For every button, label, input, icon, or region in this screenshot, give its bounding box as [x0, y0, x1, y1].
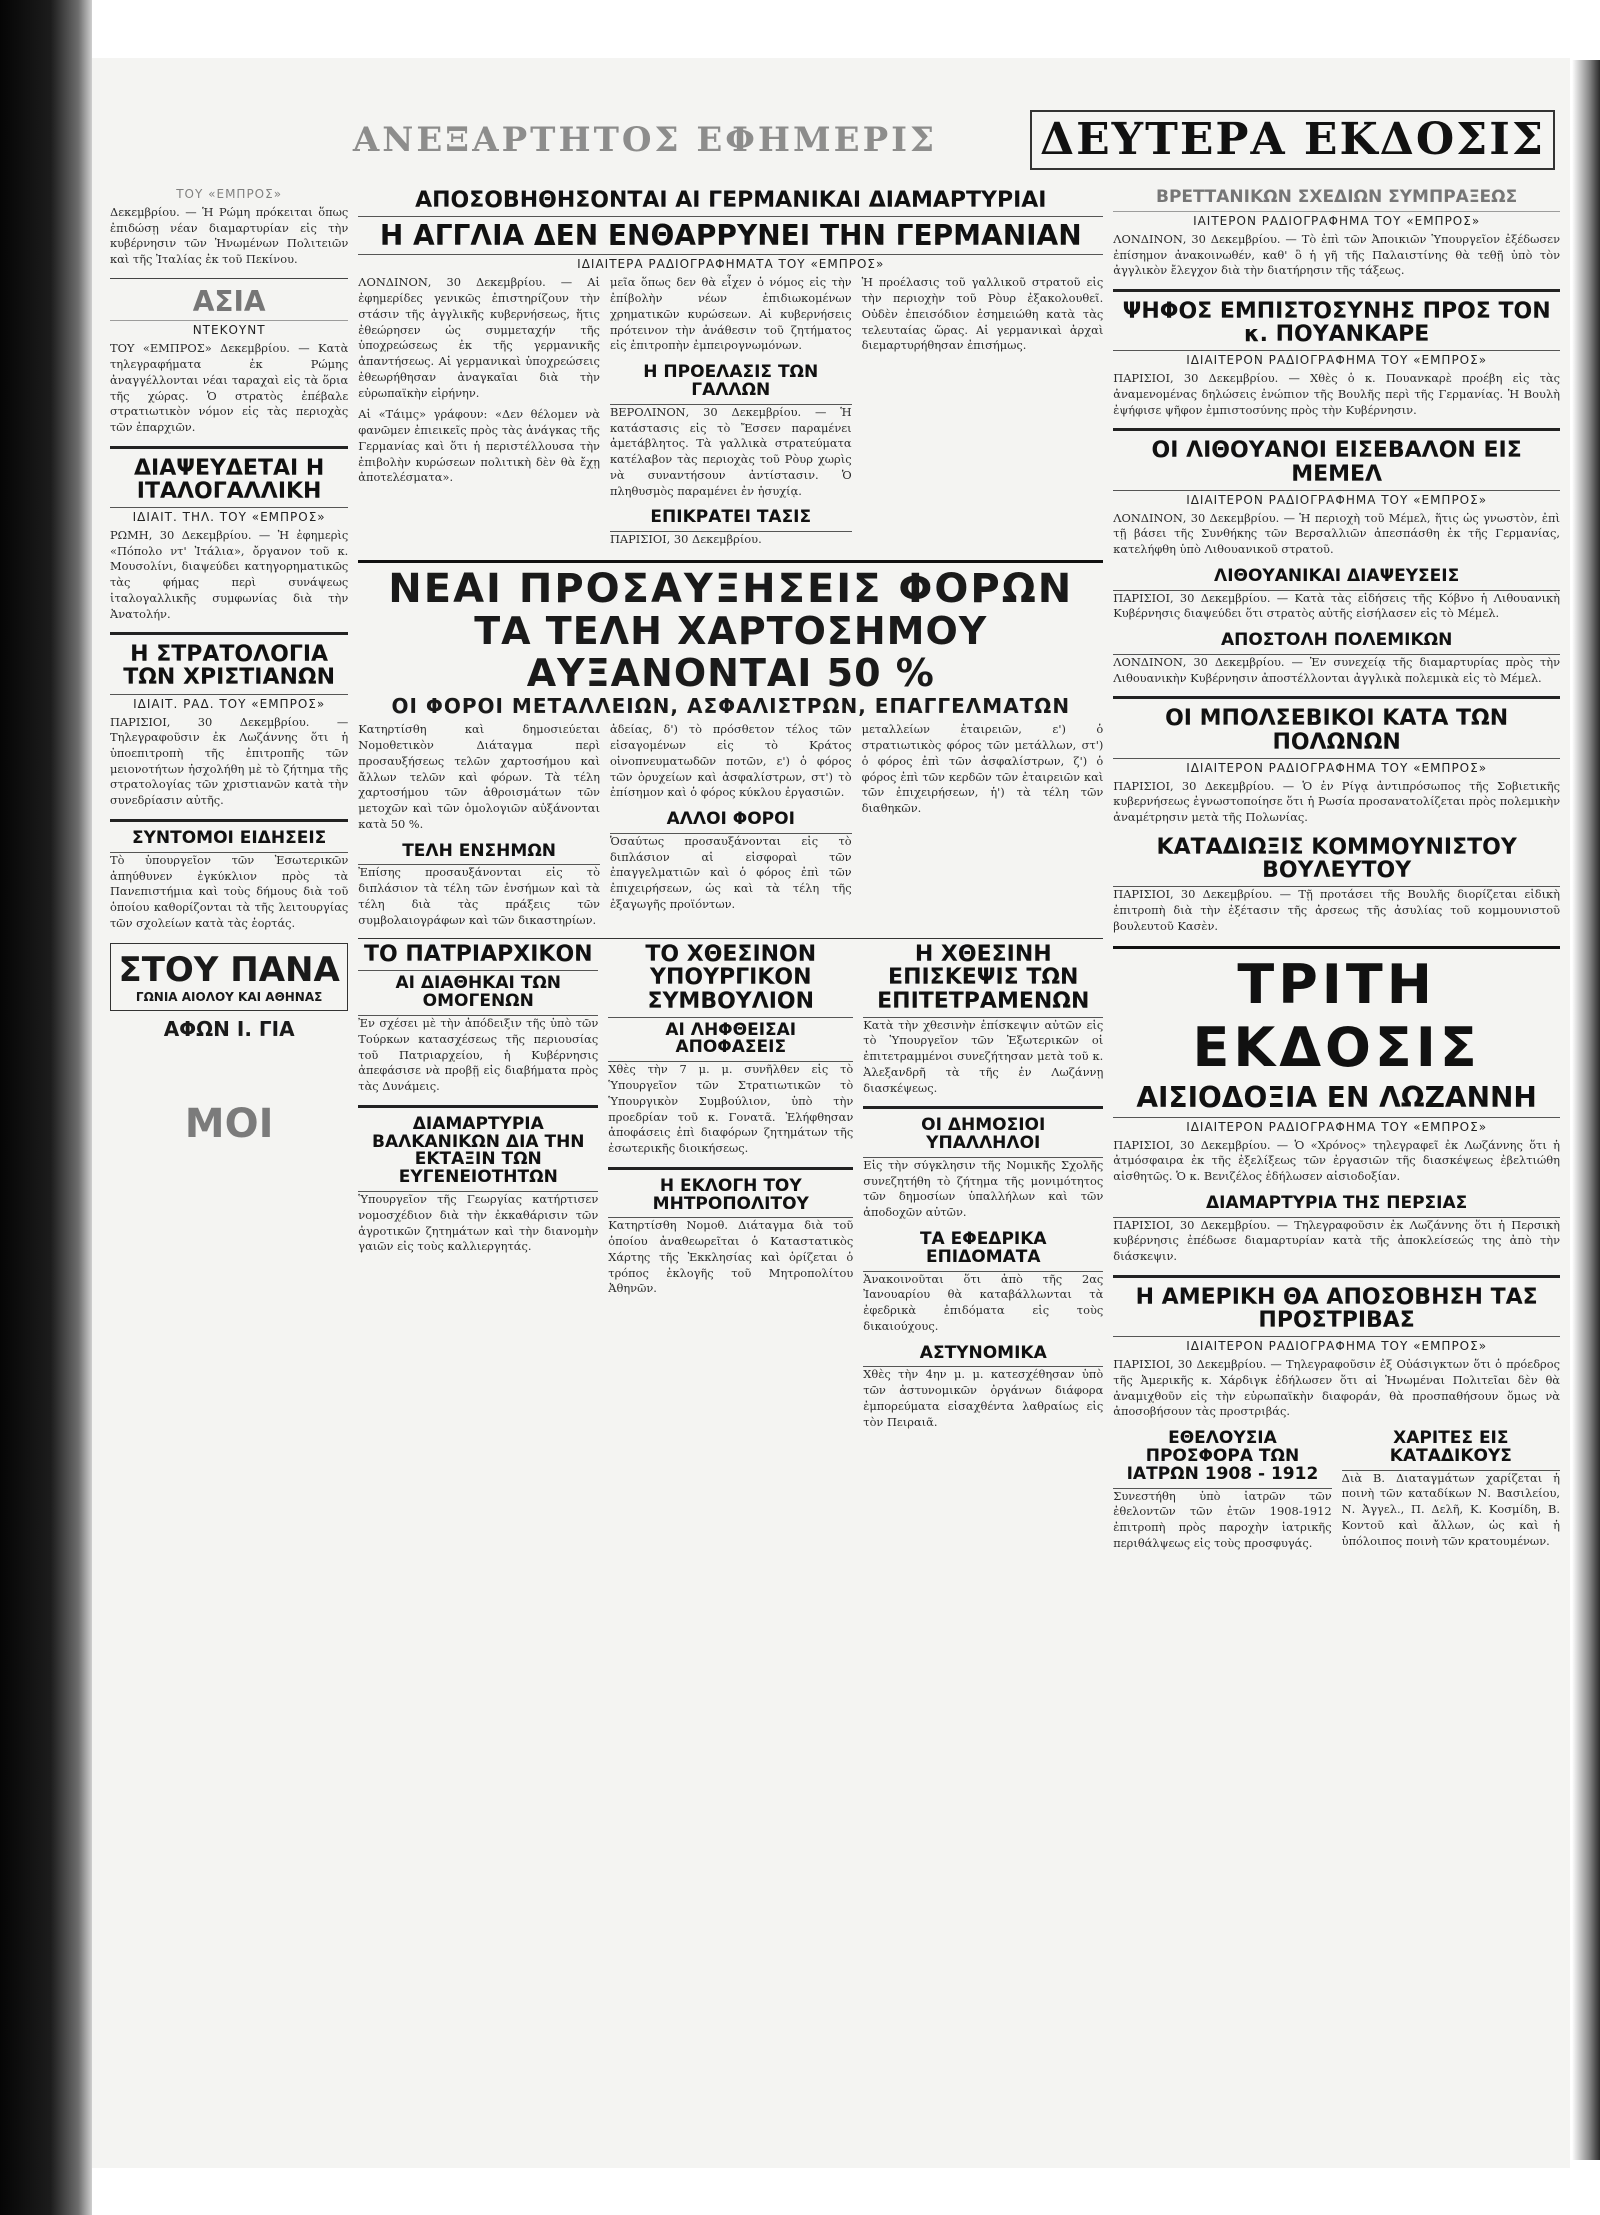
council-text: Χθὲς τὴν 7 μ. μ. συνῆλθεν εἰς τὸ Ὑπουργεῖον τῶν Στρατιωτικῶν τὸ Ὑπουργικὸν Συμβούλιον, ὑπὸ τὴν προεδρίαν τοῦ κ. Γονατᾶ. Ἐλήφθησαν ἀποφάσεις ἐπὶ διαφόρων ζητημάτων τῆς ἐσωτερικῆς διοικήσεως.: [608, 1062, 854, 1155]
taxes-columns: [358, 718, 1103, 934]
frag-right-text: ΛΟΝΔΙΝΟΝ, 30 Δεκεμβρίου. — Τὸ ἐπὶ τῶν Ἀποικιῶν Ὑπουργεῖον ἐξέδωσεν ἐπίσημον ἀνακοινωθέν, καθ' ὃ ἡ γῆ τῆς Παλαιστίνης θὰ τεθῇ ὑπὸ τὸν ἀγγλικὸν ἔλεγχον διὰ τὴν διατήρησιν τῆς τάξεως.: [1113, 231, 1560, 278]
gallic-text: ΒΕΡΟΛΙΝΟΝ, 30 Δεκεμβρίου. — Ἡ κατάστασις εἰς τὸ Ἔσσεν παραμένει ἀμετάβλητος. Τὰ γαλλικὰ στρατεύματα κατέλαβον τὰς περιοχὰς τοῦ Ρὸυρ χωρὶς νὰ συναντήσουν ἀντίστασιν. Ὁ πληθυσμὸς παραμένει ἐν ἡσυχίᾳ.: [609, 404, 852, 498]
mission-headline: ΑΠΟΣΤΟΛΗ ΠΟΛΕΜΙΚΩΝ: [1113, 628, 1560, 655]
frag-top-sub: ΤΟΥ «ΕΜΠΡΟΣ»: [176, 187, 283, 201]
divider: [110, 632, 348, 635]
divider: [110, 819, 348, 822]
italo-headline: ΔΙΑΨΕΥΔΕΤΑΙ Η ΙΤΑΛΟΓΑΛΛΙΚΗ: [110, 453, 348, 508]
lausanne-sub: ΙΔΙΑΙΤΕΡΟΝ ΡΑΔΙΟΓΡΑΦΗΜΑ ΤΟΥ «ΕΜΠΡΟΣ»: [1186, 1119, 1488, 1134]
ad-text: ΓΩΝΙΑ ΑΙΟΛΟΥ ΚΑΙ ΑΘΗΝΑΣ: [135, 990, 323, 1005]
germany-text-c: μεῖα ὅπως δεν θὰ εἶχεν ὁ νόμος εἰς τὴν ἐπίβολὴν νέων ἐπιδιωκομένων χρηματικῶν κυρώσεων. Αἱ κυβερνήσεις πρότεινον τὴν ἀνάθεσιν τοῦ ζητήματος εἰς ἐπιτροπὴν ἐμπειρογνωμόνων.: [609, 275, 852, 353]
ad-block-1: [110, 943, 348, 1011]
strat-headline: Η ΣΤΡΑΤΟΛΟΓΙΑ ΤΩΝ ΧΡΙΣΤΙΑΝΩΝ: [110, 639, 348, 694]
strat-sub: ΙΔΙΑΙΤ. ΡΑΔ. ΤΟΥ «ΕΜΠΡΟΣ»: [133, 696, 326, 711]
taxes-text-c: ἀδείας, δ') τὸ πρόσθετον τέλος τῶν εἰσαγομένων εἰς τὸ Κράτος οἰνοπνευματωδῶν ποτῶν, ε') ὁ φόρος τῶν ὀρυχείων καὶ ἀσφαλίστρων, στ') τὸ ἐπίσημον καὶ ὁ φόρος κύκλου ἐργασιῶν.: [609, 722, 852, 800]
grace-headline: ΧΑΡΙΤΕΣ ΕΙΣ ΚΑΤΑΔΙΚΟΥΣ: [1342, 1426, 1560, 1471]
right-bottom-row: [1113, 1426, 1560, 1557]
memel-headline: ΟΙ ΛΙΘΟΥΑΝΟΙ ΕΙΣΕΒΑΛΟΝ ΕΙΣ ΜΕΜΕΛ: [1113, 435, 1560, 490]
taxes-col-a: [358, 722, 600, 934]
masthead: [260, 110, 1560, 170]
ad-title-3: ΜΟΙ: [184, 1101, 274, 1148]
column-right: [1113, 185, 1560, 2145]
communist-text: ΠΑΡΙΣΙΟΙ, 30 Δεκεμβρίου. — Τῇ προτάσει τῆς Βουλῆς διορίζεται εἰδικὴ ἐπιτροπὴ διὰ τὴν ἐξέτασιν τῆς ἀρσεως τῆς ἀσυλίας τοῦ κομμουνιστοῦ βουλευτοῦ Κασὲν.: [1113, 887, 1560, 933]
memel-sub: ΙΔΙΑΙΤΕΡΟΝ ΡΑΔΙΟΓΡΑΦΗΜΑ ΤΟΥ «ΕΜΠΡΟΣ»: [1186, 492, 1488, 507]
ad-title-2: ΑΦΩΝ Ι. ΓΙΑ: [163, 1017, 295, 1042]
patri-text: Ἐν σχέσει μὲ τὴν ἀπόδειξιν τῆς ὑπὸ τῶν Τούρκων κατασχέσεως τῆς περιουσίας τοῦ Πατριαρχείου, ἡ Κυβέρνησις ἀπεφάσισε νὰ προβῇ εἰς διαβήματα πρὸς τὰς Δυνάμεις.: [358, 1016, 599, 1094]
grace-text: Διὰ Β. Διαταγμάτων χαρίζεται ἡ ποινὴ τῶν καταδίκων Ν. Βασιλείου, Ν. Ἀγγελ., Π. Δελῆ, Κ. Κοσμίδη, Β. Κοντοῦ καὶ ἄλλων, ὡς καὶ ἡ ὑπόλοιπος ποινὴ τῶν κρατουμένων.: [1341, 1470, 1560, 1548]
taxes-col-c: [862, 722, 1104, 934]
america-sub: ΙΔΙΑΙΤΕΡΟΝ ΡΑΔΙΟΓΡΑΦΗΜΑ ΤΟΥ «ΕΜΠΡΟΣ»: [1186, 1339, 1488, 1354]
edition-label: ΔΕΥΤΕΡΑ ΕΚΔΟΣΙΣ: [1030, 110, 1555, 170]
lausanne-text: ΠΑΡΙΣΙΟΙ, 30 Δεκεμβρίου. — Ὁ «Χρόνος» τηλεγραφεῖ ἐκ Λωζάννης ὅτι ἡ ἀτμόσφαιρα ἐκ τῆς ἐξελίξεως τῶν ἐργασιῶν τῆς διασκέψεως ἐβελτιώθη αἰσθητῶς. Ὁ κ. Βενιζέλος ἐδήλωσεν αἰσιοδοξίαν.: [1113, 1137, 1560, 1184]
scan-shadow-right: [1572, 60, 1600, 2160]
germany-headline-1: ΑΠΟΣΟΒΗΘΗΣΟΝΤΑΙ ΑΙ ΓΕΡΜΑΝΙΚΑΙ ΔΙΑΜΑΡΤΥΡΙΑΙ: [358, 185, 1103, 217]
divider: [110, 278, 348, 279]
ad-title: ΣΤΟΥ ΠΑΝΑ: [118, 950, 340, 991]
communist-headline: ΚΑΤΑΔΙΩΞΙΣ ΚΟΜΜΟΥΝΙΣΤΟΥ ΒΟΥΛΕΥΤΟΥ: [1113, 832, 1560, 887]
frag-right-sub: ΙΑΙΤΕΡΟΝ ΡΑΔΙΟΓΡΑΦΗΜΑ ΤΟΥ «ΕΜΠΡΟΣ»: [1193, 213, 1481, 228]
persia-text: ΠΑΡΙΣΙΟΙ, 30 Δεκεμβρίου. — Τηλεγραφοῦσιν ἐκ Λωζάννης ὅτι ἡ Περσικὴ κυβέρνησις ἐπέδωσε διαμαρτυρίαν κατὰ τῆς ἀποκλείσεώς της ἀπὸ τὴν διάσκεψιν.: [1113, 1217, 1560, 1264]
italo-text: ΡΩΜΗ, 30 Δεκεμβρίου. — Ἡ ἐφημερὶς «Πόπολο ντ' Ἰτάλια», ὄργανον τοῦ κ. Μουσολίνι, διαψεύδει κατηγορηματικῶς τὰς φήμας περὶ συνάψεως ἰταλογαλλικῆς συμφωνίας διὰ τὴν Ἀνατολήν.: [110, 527, 349, 621]
taxes-sub-b: ΑΛΛΟΙ ΦΟΡΟΙ: [610, 807, 852, 834]
tasis-text: ΠΑΡΙΣΙΟΙ, 30 Δεκεμβρίου.: [609, 532, 762, 547]
memel-sub2: ΛΙΘΟΥΑΝΙΚΑΙ ΔΙΑΨΕΥΣΕΙΣ: [1113, 564, 1560, 591]
divider: [1113, 1275, 1560, 1278]
divider: [358, 1105, 598, 1108]
ephor-text: Ἀνακοινοῦται ὅτι ἀπὸ τῆς 2ας Ἰανουαρίου θὰ καταβάλλωνται τὰ ἐφεδρικὰ ἐπιδόματα εἰς τοὺς δικαιούχους.: [863, 1271, 1104, 1333]
divider: [110, 446, 348, 449]
patri-sub: ΑΙ ΔΙΑΘΗΚΑΙ ΤΩΝ ΟΜΟΓΕΝΩΝ: [358, 971, 598, 1016]
police-headline: ΑΣΤΥΝΟΜΙΚΑ: [863, 1341, 1103, 1368]
taxes-sub-a: ΤΕΛΗ ΕΝΣΗΜΩΝ: [358, 839, 600, 866]
news-headline: ΣΥΝΤΟΜΟΙ ΕΙΔΗΣΕΙΣ: [110, 826, 348, 853]
taxes-col-b: [610, 722, 852, 934]
doctors-headline: ΕΘΕΛΟΥΣΙΑ ΠΡΟΣΦΟΡΑ ΤΩΝ ΙΑΤΡΩΝ 1908 - 1912: [1113, 1426, 1331, 1489]
taxes-text-b: Ἐπίσης προσαυξάνονται εἰς τὸ διπλάσιον τὰ τέλη τῶν ἐνσήμων καὶ τὰ τέλη διὰ τὰς πράξεις τῶν συμβολαιογράφων καὶ τῶν δικαστηρίων.: [358, 865, 600, 927]
germany-sub: ΙΔΙΑΙΤΕΡΑ ΡΑΔΙΟΓΡΑΦΗΜΑΤΑ ΤΟΥ «ΕΜΠΡΟΣ»: [577, 257, 885, 272]
taxes-text-e: μεταλλείων ἐταιρειῶν, ε') ὁ στρατιωτικὸς φόρος τῶν μετάλλων, στ') ὁ φόρος ἐπὶ τῶν ἀσφαλίστρων, ζ') ὁ φόρος ἐπὶ τῶν κερδῶν τῶν ἐταιρειῶν καὶ τῶν ἐπιχειρήσεων, ἡ') τὰ τέλη τῶν διαθηκῶν.: [861, 722, 1104, 816]
center-bottom: [358, 939, 1103, 1436]
america-text: ΠΑΡΙΣΙΟΙ, 30 Δεκεμβρίου. — Τηλεγραφοῦσιν ἐξ Οὐάσιγκτων ὅτι ὁ πρόεδρος τῆς Ἀμερικῆς κ. Χάρδιγκ ἐδήλωσεν ὅτι αἱ Ἡνωμέναι Πολιτεῖαι δὲν θὰ ἀναμιχθοῦν εἰς τὴν εὐρωπαϊκὴν διαφοράν, θὰ προσπαθήσουν ὅμως νὰ ἀποσοβήσουν τὰς προστριβάς.: [1113, 1357, 1560, 1419]
taxes-headline-3: ΟΙ ΦΟΡΟΙ ΜΕΤΑΛΛΕΙΩΝ, ΑΣΦΑΛΙΣΤΡΩΝ, ΕΠΑΓΓΕΛΜΑΤΩΝ: [391, 694, 1071, 719]
italo-sub: ΙΔΙΑΙΤ. ΤΗΛ. ΤΟΥ «ΕΜΠΡΟΣ»: [132, 509, 326, 524]
page-columns: [110, 185, 1560, 2145]
scan-shadow-left: [0, 0, 92, 2215]
taxes-headline-1: ΝΕΑΙ ΠΡΟΣΑΥΞΗΣΕΙΣ ΦΟΡΩΝ: [388, 565, 1074, 612]
germany-text-b: Αἱ «Τάιμς» γράφουν: «Δεν θέλομεν νὰ φανῶμεν ἐπιεικεῖς πρὸς τὰς ἀνάγκας τῆς Γερμανίας καὶ ὅτι ἡ περιστέλλουσα τὴν ἐπιβολὴν κυρώσεων πολιτικὴ δὲν θὰ ἔχῃ ἀποτελέσματα».: [358, 407, 600, 485]
ephor-headline: ΤΑ ΕΦΕΔΡΙΚΑ ΕΠΙΔΟΜΑΤΑ: [863, 1227, 1103, 1272]
memel-text: ΛΟΝΔΙΝΟΝ, 30 Δεκεμβρίου. — Ἡ περιοχὴ τοῦ Μέμελ, ἥτις ὡς γνωστὸν, ἐπὶ τῇ βάσει τῆς Συνθήκης τῶν Βερσαλλιῶν ἀπεσπάσθη ἐκ τῆς Γερμανίας, κατελήφθη ὑπὸ Λιθουανικοῦ στρατοῦ.: [1113, 510, 1560, 557]
strat-text: ΠΑΡΙΣΙΟΙ, 30 Δεκεμβρίου. — Τηλεγραφοῦσιν ἐκ Λωζάννης ὅτι ἡ ὑποεπιτροπὴ τῆς ἐπιτροπῆς τῶν μειονοτήτων ἠσχολήθη μὲ τὸ ζήτημα τῆς στρατολογίας τῶν χριστιανῶν κατὰ τὴν συνεδρίασιν αὐτῆς.: [110, 714, 349, 808]
grace-block: [1342, 1426, 1560, 1557]
frag-right-headline: ΒΡΕΤΤΑΝΙΚΩΝ ΣΧΕΔΙΩΝ ΣΥΜΠΡΑΞΕΩΣ: [1113, 185, 1560, 212]
center-top: [358, 185, 1103, 554]
germany-col-c: [862, 275, 1104, 553]
doctors-text: Συνεστήθη ὑπὸ ἰατρῶν τῶν ἐθελοντῶν τῶν ἐτῶν 1908-1912 ἐπιτροπὴ πρὸς παροχὴν ἰατρικῆς περιθάλψεως εἰς τοὺς προσφυγάς.: [1113, 1488, 1332, 1550]
police-text: Χθὲς τὴν 4ην μ. μ. κατεσχέθησαν ὑπὸ τῶν ἀστυνομικῶν ὀργάνων διάφορα ἐμπορεύματα εἰσαχθέντα λαθραίως εἰς τὸν Πειραιᾶ.: [863, 1367, 1104, 1429]
news-text: Τὸ ὑπουργεῖον τῶν Ἐσωτερικῶν ἀπηύθυνεν ἐγκύκλιον πρὸς τὰ Πανεπιστήμια καὶ τοὺς δήμους διὰ τοῦ ὁποίου καθορίζονται τὰ τῆς λειτουργίας τῶν σχολείων κατὰ τὰς ἑορτάς.: [110, 852, 349, 930]
bolshevik-sub: ΙΔΙΑΙΤΕΡΟΝ ΡΑΔΙΟΓΡΑΦΗΜΑ ΤΟΥ «ΕΜΠΡΟΣ»: [1186, 760, 1488, 775]
germany-story: [358, 185, 1103, 554]
germany-text-e: Ἡ προέλασις τοῦ γαλλικοῦ στρατοῦ εἰς τὴν περιοχὴν τοῦ Ρὸυρ ἐξακολουθεῖ. Οὐδὲν ἐπεισόδιον ἐσημειώθη κατὰ τὰς τελευταίας ὥρας. Αἱ γερμανικαὶ ἀρχαὶ διεμαρτυρήθησαν ἐπισήμως.: [861, 275, 1104, 353]
asia-sub: ΝΤΕΚΟΥΝΤ: [192, 323, 266, 338]
third-edition-label: ΤΡΙΤΗ ΕΚΔΟΣΙΣ: [1113, 946, 1560, 1079]
patriarch-column: [358, 939, 598, 1436]
radio-text: Ὑπουργεῖον τῆς Γεωργίας κατήρτισεν νομοσχέδιον διὰ τὴν ἐκκαθάρισιν τῶν ἀγροτικῶν ζητημάτων καὶ τὴν διανομὴν γαιῶν εἰς τοὺς καλλιεργητάς.: [358, 1192, 599, 1254]
metropol-headline: Η ΕΚΛΟΓΗ ΤΟΥ ΜΗΤΡΟΠΟΛΙΤΟΥ: [608, 1174, 853, 1219]
bolshevik-headline: ΟΙ ΜΠΟΛΣΕΒΙΚΟΙ ΚΑΤΑ ΤΩΝ ΠΟΛΩΝΩΝ: [1113, 703, 1560, 758]
taxes-text-d: Ὁσαύτως προσαυξάνονται εἰς τὸ διπλάσιον αἱ εἰσφοραὶ τῶν ἐπαγγελματιῶν καὶ ὁ φόρος ἐπὶ τῶν ἐπιχειρήσεων, ὡς καὶ τὰ τέλη τῆς ἐξαγωγῆς προϊόντων.: [609, 833, 852, 911]
patri-headline: ΤΟ ΠΑΤΡΙΑΡΧΙΚΟΝ: [358, 939, 598, 971]
divider: [863, 1106, 1103, 1109]
memel-text2: ΠΑΡΙΣΙΟΙ, 30 Δεκεμβρίου. — Κατὰ τὰς εἰδήσεις τῆς Κόβνο ἡ Λιθουανικὴ Κυβέρνησις διαψεύδει ὅτι στρατὸς αὐτῆς εἰσήλασεν εἰς τὸ Μέμελ.: [1113, 590, 1560, 621]
column-center: [358, 185, 1103, 2145]
taxes-headline-2: ΤΑ ΤΕΛΗ ΧΑΡΤΟΣΗΜΟΥ ΑΥΞΑΝΟΝΤΑΙ 50 %: [474, 608, 988, 695]
germany-columns: [358, 275, 1103, 553]
taxes-text-a: Κατηρτίσθη καὶ δημοσιεύεται Νομοθετικὸν Διάταγμα περὶ προσαυξήσεως τελῶν χαρτοσήμου καὶ ἄλλων τελῶν καὶ φόρων. Τὰ τέλη χαρτοσήμου τῶν ἀθροισμάτων τῶν μετοχῶν καὶ τῶν ὁμολογιῶν αὐξάνονται κατὰ 50 %.: [358, 722, 600, 831]
divider: [608, 1167, 853, 1170]
column-left: [110, 185, 348, 2145]
asia-text: ΤΟΥ «ΕΜΠΡΟΣ» Δεκεμβρίου. — Κατὰ τηλεγραφήματα ἐκ Ρώμης ἀναγγέλλονται νέαι ταραχαὶ εἰς τὰ ὅρια τῆς χώρας. Ὁ στρατὸς ἐπέβαλε στρατιωτικὸν νόμον εἰς τὰς περιοχὰς τῶν ἐπαρχιῶν.: [110, 341, 349, 434]
radio-headline: ΔΙΑΜΑΡΤΥΡΙΑ ΒΑΛΚΑΝΙΚΩΝ ΔΙΑ ΤΗΝ ΕΚΤΑΞΙΝ ΤΩΝ ΕΥΓΕΝΕΙΟΤΗΤΩΝ: [358, 1112, 598, 1192]
taxes-story: [358, 560, 1103, 940]
public-text: Εἰς τὴν σύγκλησιν τῆς Νομικῆς Σχολῆς συνεζητήθη τὸ ζήτημα τῆς μονιμότητος τῶν δημοσίων ὑπαλλήλων καὶ τῶν ἀποδοχῶν αὐτῶν.: [863, 1157, 1104, 1220]
germany-col-b: [610, 275, 852, 553]
asia-headline: ΑΣΙΑ: [110, 283, 348, 321]
america-headline: Η ΑΜΕΡΙΚΗ ΘΑ ΑΠΟΣΟΒΗΣΗ ΤΑΣ ΠΡΟΣΤΡΙΒΑΣ: [1113, 1282, 1560, 1337]
envoys-column: [863, 939, 1103, 1436]
divider: [1113, 696, 1560, 699]
envoys-text: Κατὰ τὴν χθεσινὴν ἐπίσκεψιν αὐτῶν εἰς τὸ Ὑπουργεῖον τῶν Ἐξωτερικῶν οἱ ἐπιτετραμμένοι συνεζήτησαν μετὰ τοῦ κ. Ἀλεξανδρῆ τὰ τῆς ἐν Λωζάννῃ διασκέψεως.: [863, 1017, 1104, 1095]
frag-top-text: Δεκεμβρίου. — Ἡ Ρώμη πρόκειται ὅπως ἐπιδώσῃ νέαν διαμαρτυρίαν εἰς τὴν κυβέρνησιν τῶν Ἡνωμένων Πολιτειῶν καὶ τῆς Ἰταλίας ἐκ τοῦ Πεκίνου.: [110, 205, 349, 267]
council-sub: ΑΙ ΛΗΦΘΕΙΣΑΙ ΑΠΟΦΑΣΕΙΣ: [608, 1018, 853, 1063]
envoys-headline: Η ΧΘΕΣΙΝΗ ΕΠΙΣΚΕΨΙΣ ΤΩΝ ΕΠΙΤΕΤΡΑΜΕΝΩΝ: [863, 939, 1103, 1017]
germany-headline-2: Η ΑΓΓΛΙΑ ΔΕΝ ΕΝΘΑΡΡΥΝΕΙ ΤΗΝ ΓΕΡΜΑΝΙΑΝ: [358, 217, 1103, 255]
germany-col-a: [358, 275, 600, 553]
divider: [1113, 428, 1560, 431]
council-column: [608, 939, 853, 1436]
bolshevik-text: ΠΑΡΙΣΙΟΙ, 30 Δεκεμβρίου. — Ὁ ἐν Ρίγᾳ ἀντιπρόσωπος τῆς Σοβιετικῆς κυβερνήσεως ἐγνωστοποίησε ὅτι ἡ Ρωσία προσανατολίζεται πρὸς πολεμικὴν ἀναμέτρησιν μετὰ τῆς Πολωνίας.: [1113, 778, 1560, 825]
persia-headline: ΔΙΑΜΑΡΤΥΡΙΑ ΤΗΣ ΠΕΡΣΙΑΣ: [1113, 1191, 1560, 1218]
tasis-headline: ΕΠΙΚΡΑΤΕΙ ΤΑΣΙΣ: [610, 505, 852, 532]
germany-text-a: ΛΟΝΔΙΝΟΝ, 30 Δεκεμβρίου. — Αἱ ἐφημερίδες γενικῶς ἐπιστηρίζουν τὴν στάσιν τῆς ἀγγλικῆς κυβερνήσεως, ἥτις ἐθεώρησεν ὡς συμμεταχήν τῆς ὑποχρεώσεως ἐκ τῆς γερμανικῆς ἀπαντήσεως. Αἱ γερμανικαὶ ὑποχρεώσεις ἐθεωρήθησαν ἀναγκαῖαι διὰ τὴν εὐρωπαϊκὴν εἰρήνην.: [358, 275, 600, 400]
gallic-headline: Η ΠΡΟΕΛΑΣΙΣ ΤΩΝ ΓΑΛΛΩΝ: [610, 360, 852, 405]
poincare-headline: ΨΗΦΟΣ ΕΜΠΙΣΤΟΣΥΝΗΣ ΠΡΟΣ ΤΟΝ κ. ΠΟΥΑΝΚΑΡΕ: [1113, 296, 1560, 351]
masthead-title: ΑΝΕΞΑΡΤΗΤΟΣ ΕΦΗΜΕΡΙΣ: [352, 120, 938, 160]
divider: [1113, 289, 1560, 292]
council-headline: ΤΟ ΧΘΕΣΙΝΟΝ ΥΠΟΥΡΓΙΚΟΝ ΣΥΜΒΟΥΛΙΟΝ: [608, 939, 853, 1017]
mission-text: ΛΟΝΔΙΝΟΝ, 30 Δεκεμβρίου. — Ἐν συνεχείᾳ τῆς διαμαρτυρίας πρὸς τὴν Λιθουανικὴν Κυβέρνησιν ἀποστέλλονται ἀγγλικὰ πολεμικὰ εἰς τὸ Μέμελ.: [1113, 654, 1560, 685]
lausanne-headline: ΑΙΣΙΟΔΟΞΙΑ ΕΝ ΛΩΖΑΝΝΗ: [1113, 1079, 1560, 1117]
public-headline: ΟΙ ΔΗΜΟΣΙΟΙ ΥΠΑΛΛΗΛΟΙ: [863, 1113, 1103, 1158]
metropol-text: Κατηρτίσθη Νομοθ. Διάταγμα διὰ τοῦ ὁποίου ἀναθεωρεῖται ὁ Καταστατικὸς Χάρτης τῆς Ἐκκλησίας καὶ ὁρίζεται ὁ τρόπος ἐκλογῆς τοῦ Μητροπολίτου Ἀθηνῶν.: [608, 1218, 854, 1296]
doctors-block: [1113, 1426, 1331, 1557]
poincare-text: ΠΑΡΙΣΙΟΙ, 30 Δεκεμβρίου. — Χθὲς ὁ κ. Πουανκαρὲ προέβη εἰς τὰς ἀναμενομένας δηλώσεις ἐνώπιον τῆς Βουλῆς περὶ τῆς Γερμανίας. Ἡ Βουλὴ ἐψήφισε ψῆφον ἐμπιστοσύνης πρὸς τὴν Κυβέρνησιν.: [1113, 371, 1560, 417]
poincare-sub: ΙΔΙΑΙΤΕΡΟΝ ΡΑΔΙΟΓΡΑΦΗΜΑ ΤΟΥ «ΕΜΠΡΟΣ»: [1186, 353, 1488, 368]
